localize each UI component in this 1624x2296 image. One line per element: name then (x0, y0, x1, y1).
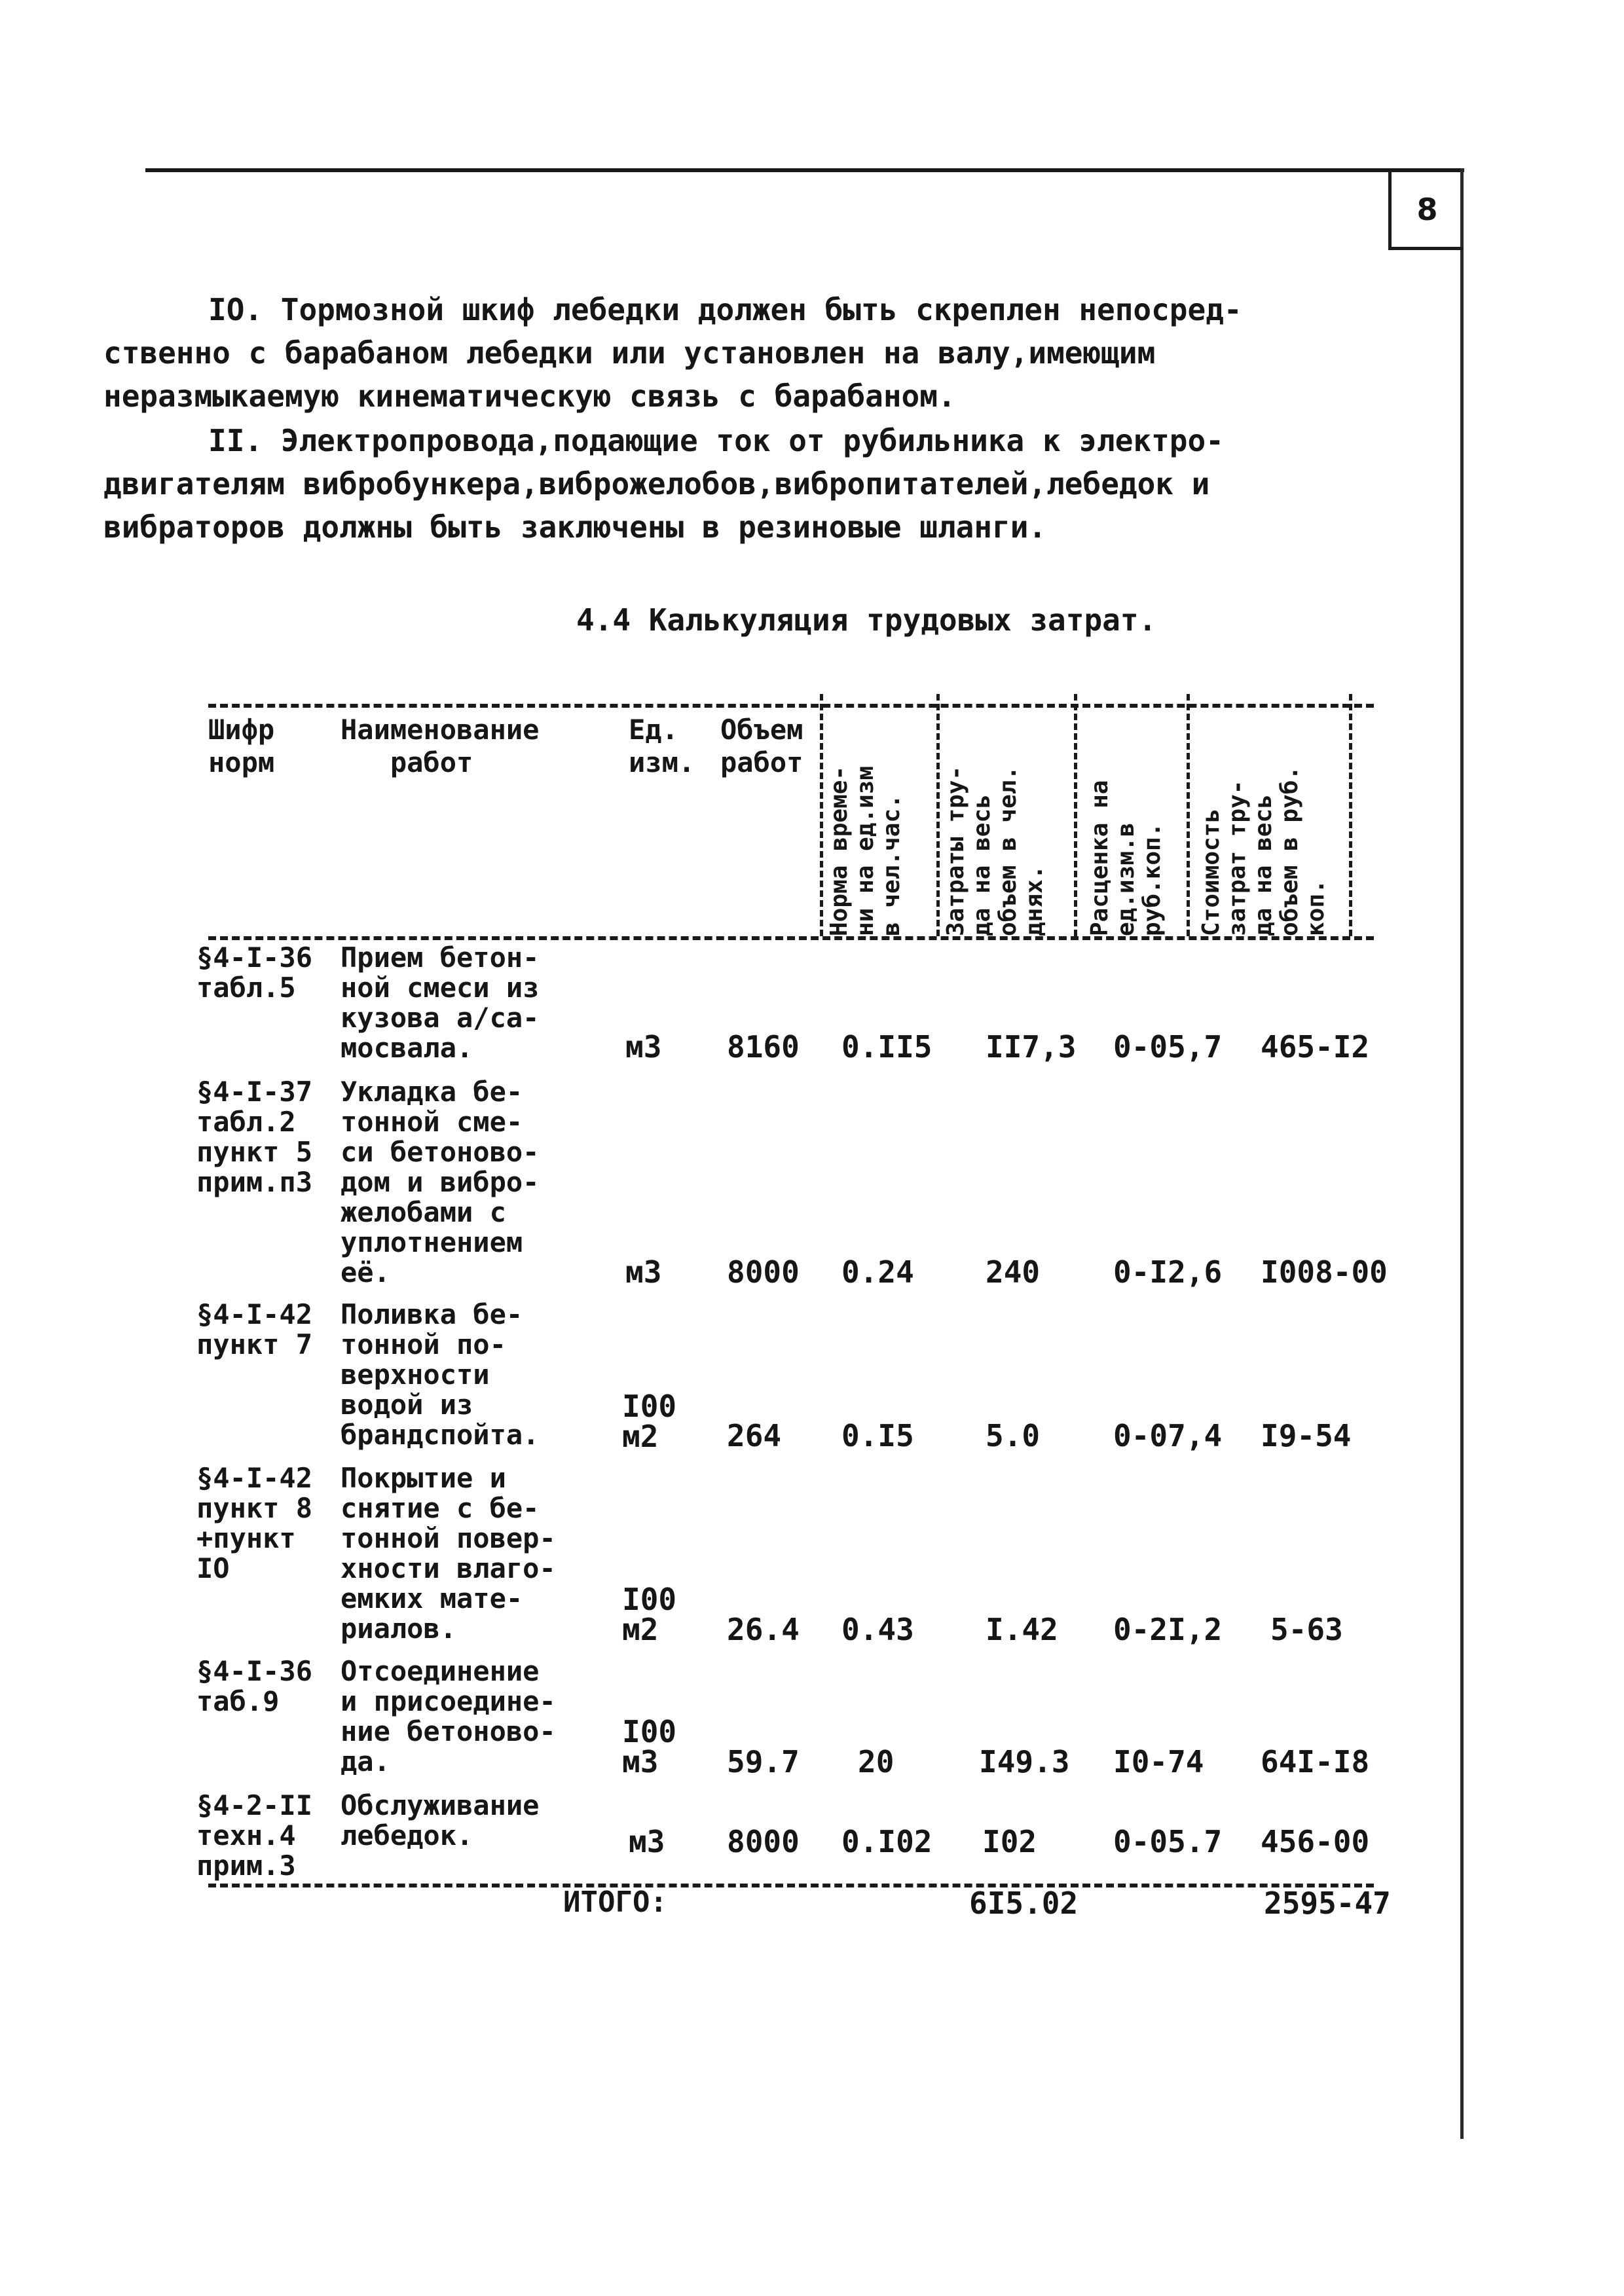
row-labor: 5.0 (986, 1418, 1041, 1453)
row-code: §4-I-36 табл.5 (196, 941, 313, 1004)
row-cost: 5-63 (1270, 1612, 1343, 1647)
row-volume: 59.7 (727, 1744, 800, 1779)
row-unit: м3 (629, 1824, 665, 1859)
total-cost: 2595-47 (1264, 1886, 1391, 1921)
row-name: Отсоединение и присоедине- ние бетоново- да. (341, 1655, 556, 1777)
header-norm: Норма време- ни на ед.изм в чел.час. (826, 765, 905, 936)
row-code: §4-I-42 пункт 8 +пункт IO (196, 1462, 313, 1584)
row-unit: I00 м3 (622, 1714, 677, 1779)
total-labor: 6I5.02 (969, 1886, 1079, 1921)
header-unit: Ед. изм. (629, 714, 695, 778)
row-norm: 20 (858, 1744, 895, 1779)
row-volume: 8000 (727, 1254, 800, 1290)
row-cost: 64I-I8 (1261, 1744, 1370, 1779)
paragraph-line: неразмыкаемую кинематическую связь с барабаном. (103, 378, 956, 414)
paragraph-10 (103, 288, 1242, 418)
paragraph-line: IO. Тормозной шкиф лебедки должен быть скреплен непосред- (208, 292, 1242, 327)
header-rate: Расценка на ед.изм.в руб.коп. (1086, 780, 1166, 936)
row-labor: I02 (982, 1824, 1037, 1859)
header-cost: Стоимость затрат тру- да на весь объем в руб. коп. (1198, 765, 1329, 936)
column-divider (1074, 694, 1077, 936)
paragraph-line: двигателям вибробункера,виброжелобов,вибропитателей,лебедок и (103, 466, 1210, 501)
row-rate: 0-2I,2 (1113, 1612, 1223, 1647)
row-labor: 240 (986, 1254, 1041, 1290)
row-volume: 8160 (727, 1029, 800, 1065)
header-bottom-rule (208, 936, 1374, 940)
row-norm: 0.24 (841, 1254, 914, 1290)
total-label: ИТОГО: (563, 1886, 667, 1919)
row-cost: I9-54 (1261, 1418, 1352, 1453)
total-rule (208, 1884, 1374, 1887)
paragraph-line: II. Электропровода,подающие ток от рубильника к электро- (208, 423, 1224, 458)
row-norm: 0.I02 (841, 1824, 932, 1859)
row-code: §4-I-36 таб.9 (196, 1655, 313, 1717)
column-divider (1187, 694, 1190, 936)
row-volume: 8000 (727, 1824, 800, 1859)
row-name: Прием бетон- ной смеси из кузова а/са- мосвала. (341, 941, 540, 1064)
header-volume: Объем работ (720, 714, 803, 778)
row-cost: 456-00 (1261, 1824, 1370, 1859)
row-labor: I49.3 (979, 1744, 1070, 1779)
row-rate: 0-05,7 (1113, 1029, 1223, 1065)
row-name: Поливка бе- тонной по- верхности водой из брандспойта. (341, 1298, 540, 1451)
row-unit: I00 м2 (622, 1582, 677, 1647)
header-labor: Затраты тру- да на весь объем в чел. днях. (942, 765, 1048, 936)
row-name: Покрытие и снятие с бе- тонной повер- хности влаго- емких мате- риалов. (341, 1462, 556, 1645)
row-volume: 264 (727, 1418, 782, 1453)
row-norm: 0.II5 (841, 1029, 932, 1065)
top-rule (145, 168, 1464, 172)
row-norm: 0.43 (841, 1612, 914, 1647)
row-cost: 465-I2 (1261, 1029, 1370, 1065)
row-labor: II7,3 (986, 1029, 1077, 1065)
header-name: Наименование работ (341, 714, 540, 778)
column-divider (820, 694, 823, 936)
row-code: §4-I-37 табл.2 пункт 5 прим.п3 (196, 1076, 313, 1198)
paragraph-11 (103, 419, 1224, 549)
row-unit: м3 (625, 1029, 662, 1065)
row-unit: м3 (625, 1254, 662, 1290)
column-divider (936, 694, 940, 936)
row-labor: I.42 (986, 1612, 1058, 1647)
header-code: Шифр норм (208, 714, 275, 778)
row-rate: 0-05.7 (1113, 1824, 1223, 1859)
section-title: 4.4 Калькуляция трудовых затрат. (576, 602, 1157, 638)
row-rate: 0-I2,6 (1113, 1254, 1223, 1290)
row-unit: I00 м2 (622, 1389, 677, 1454)
row-cost: I008-00 (1261, 1254, 1388, 1290)
paragraph-line: вибраторов должны быть заключены в резиновые шланги. (103, 509, 1047, 545)
row-code: §4-I-42 пункт 7 (196, 1298, 313, 1360)
column-divider (1349, 694, 1352, 936)
row-name: Обслуживание лебедок. (341, 1789, 540, 1851)
right-margin-rule (1460, 168, 1464, 2139)
row-rate: 0-07,4 (1113, 1418, 1223, 1453)
row-name: Укладка бе- тонной сме- си бетоново- дом и вибро- желобами с уплотнением её. (341, 1076, 540, 1288)
paragraph-line: ственно с барабаном лебедки или установлен на валу,имеющим (103, 335, 1156, 371)
row-rate: I0-74 (1113, 1744, 1204, 1779)
row-norm: 0.I5 (841, 1418, 914, 1453)
row-code: §4-2-II техн.4 прим.3 (196, 1789, 313, 1882)
row-volume: 26.4 (727, 1612, 800, 1647)
page-number: 8 (1388, 172, 1463, 250)
